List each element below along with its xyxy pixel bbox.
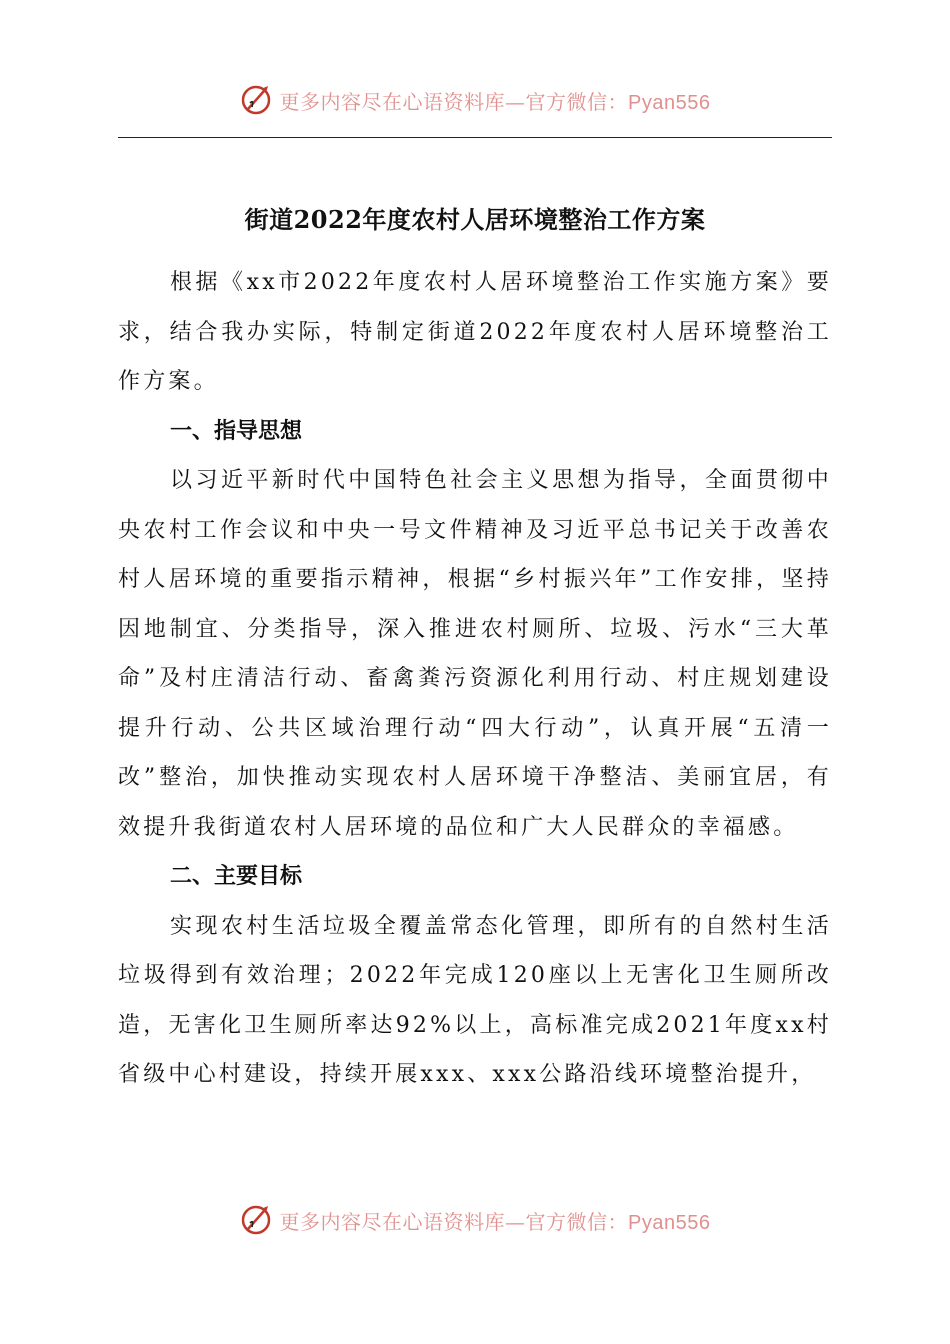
watermark-label: 更多内容尽在心语资料库—官方微信： xyxy=(279,1209,629,1234)
watermark-wechat-id: Pyan556 xyxy=(628,91,711,114)
watermark-wechat-id: Pyan556 xyxy=(628,1211,711,1234)
pen-logo-icon xyxy=(240,83,274,117)
intro-paragraph: 根据《xx市2022年度农村人居环境整治工作实施方案》要求，结合我办实际，特制定街道2022年度农村人居环境整治工作方案。 xyxy=(118,270,832,394)
watermark-banner-bottom xyxy=(0,1200,950,1240)
pen-logo-icon xyxy=(240,1203,274,1237)
header-divider xyxy=(118,137,832,138)
watermark-text xyxy=(280,1206,711,1235)
section-heading-main-goals: 二、主要目标 xyxy=(170,864,303,889)
document-title: 街道2022年度农村人居环境整治工作方案 xyxy=(244,205,706,235)
watermark-label: 更多内容尽在心语资料库—官方微信： xyxy=(279,89,629,114)
section-paragraph-guiding-ideology: 以习近平新时代中国特色社会主义思想为指导，全面贯彻中央农村工作会议和中央一号文件精神及习近平总书记关于改善农村人居环境的重要指示精神，根据“乡村振兴年”工作安排，坚持因地制宜、分类指导，深入推进农村厕所、垃圾、污水“三大革命”及村庄清洁行动、畜禽粪污资源化利用行动、村庄规划建设提升行动、公共区域治理行动“四大行动”，认真开展“五清一改”整治，加快推动实现农村人居环境干净整洁、美丽宜居，有效提升我街道农村人居环境的品位和广大人民群众的幸福感。 xyxy=(118,468,832,840)
document-body xyxy=(118,258,832,1100)
section-paragraph-main-goals: 实现农村生活垃圾全覆盖常态化管理，即所有的自然村生活垃圾得到有效治理；2022年完成120座以上无害化卫生厕所改造，无害化卫生厕所率达92%以上，高标准完成2021年度xx村省级中心村建设，持续开展xxx、xxx公路沿线环境整治提升， xyxy=(118,913,832,1087)
watermark-text xyxy=(280,86,711,115)
section-heading-guiding-ideology: 一、指导思想 xyxy=(170,418,303,444)
watermark-banner-top xyxy=(0,80,950,120)
